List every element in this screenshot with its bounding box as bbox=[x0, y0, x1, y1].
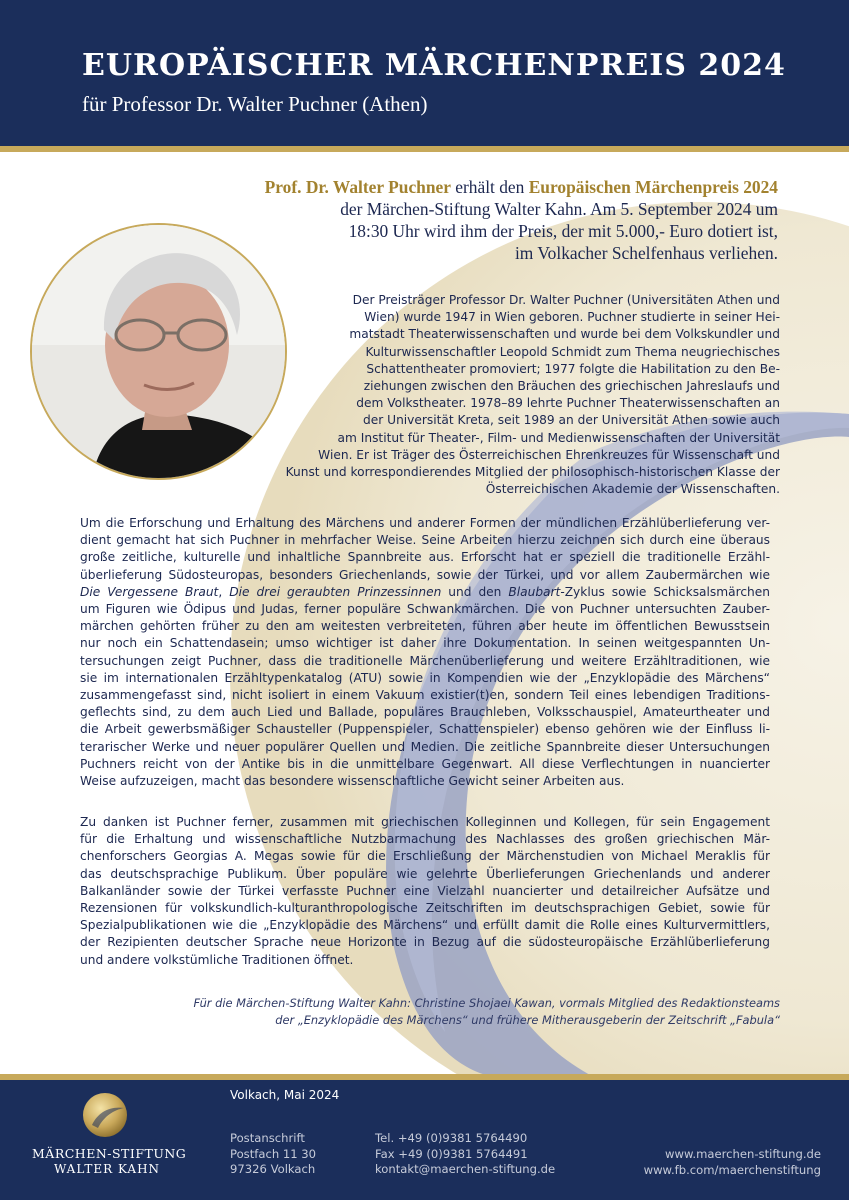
bio-line: Schattentheater promoviert; 1977 folgte die Habilitation zu den Be- bbox=[366, 361, 780, 376]
foundation-logo-icon bbox=[80, 1090, 130, 1140]
bio-line: Wien) wurde 1947 in Wien geboren. Puchner studierte in seiner Hei- bbox=[364, 310, 780, 325]
signature-line-2: der „Enzyklopädie des Märchens“ und frühere Mitherausgeberin der Zeitschrift „Fabula“ bbox=[275, 1013, 780, 1028]
laureate-name: Prof. Dr. Walter Puchner bbox=[264, 177, 451, 197]
body-line: nur noch ein Schattendasein; umso wichtiger ist daher ihre Dokumentation. In seinen weitgespannten Un- bbox=[80, 636, 770, 651]
body-line: überlieferung Südosteuropas, besonders Griechenlands, sowie der Türkei, und vor allem Zaubermärchen wie bbox=[80, 567, 770, 582]
body-line: tersuchungen zeigt Puchner, dass die traditionelle Märchenüberlieferung und weitere Erzähltraditionen, wie bbox=[80, 653, 770, 668]
body-line: das deutschsprachige Publikum. Über populäre wie gelehrte Überlieferungen Griechenlands und anderer bbox=[80, 866, 770, 881]
intro-line-1: Prof. Dr. Walter Puchner erhält den Europäischen Märchenpreis 2024 bbox=[264, 177, 778, 197]
postal-address: Postanschrift Postfach 11 30 97326 Volkach bbox=[230, 1131, 317, 1176]
contact-info bbox=[375, 1131, 555, 1178]
signature-line-1: Für die Märchen-Stiftung Walter Kahn: Christine Shojaei Kawan, vormals Mitglied des Redaktionsteams bbox=[193, 996, 780, 1010]
email-link[interactable]: kontakt@maerchen-stiftung.de bbox=[375, 1162, 556, 1176]
research-paragraph bbox=[80, 515, 770, 790]
bio-line: am Institut für Theater-, Film- und Medienwissenschaften der Universität bbox=[337, 430, 780, 445]
bio-line: Wien. Er ist Träger des Österreichischen Ehrenkreuzes für Wissenschaft und bbox=[318, 447, 780, 462]
intro-line: der Märchen-Stiftung Walter Kahn. Am 5. September 2024 um bbox=[340, 199, 778, 219]
logo-line-1: MÄRCHEN-STIFTUNG bbox=[32, 1146, 187, 1161]
bio-line: matstadt Theaterwissenschaften und wurde bei dem Volkskundler und bbox=[349, 327, 780, 342]
body-line: zusammengefasst sind, nicht isoliert in einem Vakuum existier(t)en, sondern Teil eines lebendigen Traditions- bbox=[80, 688, 770, 703]
body-line: chenforschers Georgias A. Megas sowie für die Erschließung der Märchenstudien von Michael Meraklis für bbox=[80, 849, 770, 864]
bio-paragraph bbox=[214, 292, 780, 498]
fax-number: Fax +49 (0)9381 5764491 bbox=[375, 1146, 528, 1161]
body-line: dient gemacht hat sich Puchner in mehrfacher Weise. Seine Arbeiten hierzu zeichnen sich durch eine überaus bbox=[80, 533, 770, 548]
intro-line: im Volkacher Schelfenhaus verliehen. bbox=[514, 243, 778, 263]
body-line: Balkanländer sowie der Türkei verfasste Puchner eine Vielzahl nuancierter und detailreicher Aufsätze und bbox=[80, 883, 770, 898]
body-line: der Rezipienten deutscher Sprache neue Horizonte in Bezug auf die südosteuropäische Erzählüberlieferung bbox=[80, 935, 770, 950]
body-line: Rezensionen für volkskundlich-kulturanthropologische Zeitschriften im deutschsprachigen Gebiet, sowie für bbox=[80, 901, 770, 916]
journal-title: Fabula bbox=[735, 1013, 775, 1028]
body-line-titles: Die Vergessene Braut, Die drei geraubten Prinzessinnen und den Blaubart-Zyklus sowie Schicksalsmärchen bbox=[80, 584, 770, 599]
body-line: Zu danken ist Puchner ferner, zusammen mit griechischen Kolleginnen und Kollegen, für sein Engagement bbox=[80, 815, 770, 829]
title-blaubart: Blaubart bbox=[508, 584, 561, 599]
bio-line: Der Preisträger Professor Dr. Walter Puchner (Universitäten Athen und bbox=[352, 293, 780, 307]
bio-line: ziehungen zwischen den Bräuchen des griechischen Jahreslaufs und bbox=[363, 379, 780, 394]
web-links bbox=[644, 1147, 821, 1178]
body-line: große zeitliche, kulturelle und inhaltliche Spannbreite aus. Erforscht hat er speziell die traditionelle Erzähl- bbox=[80, 550, 770, 565]
logo-line-2: WALTER KAHN bbox=[53, 1162, 161, 1176]
phone-number: Tel. +49 (0)9381 5764490 bbox=[375, 1131, 528, 1145]
body-line: Puchners reicht von der Antike bis in die unmittelbare Gegenwart. All diese Verflechtungen in nuancierter bbox=[80, 756, 770, 771]
body-line: und andere volkstümliche Traditionen öffnet. bbox=[80, 952, 354, 967]
body-line: terarischer Werke und neuer populärer Quellen und Medien. Die zeitliche Spannbreite dieser Untersuchungen bbox=[80, 739, 770, 754]
body-line: um Figuren wie Ödipus und Judas, ferner populäre Schwankmärchen. Die von Puchner untersuchten Zauber- bbox=[80, 602, 770, 617]
body-line: sie im internationalen Erzähltypenkatalog (ATU) sowie in Kompendien wie der „Enzyklopädie des Märchens“ bbox=[80, 670, 770, 685]
bio-line: der Universität Kreta, seit 1989 an der Universität Athen sowie auch bbox=[363, 413, 780, 428]
author-signature bbox=[150, 995, 780, 1029]
body-line: märchen gehörten früher zu den am weitesten verbreiteten, führen aber heute im öffentlichen Bewusstsein bbox=[80, 619, 770, 634]
body-line: Spezialpublikationen wie die „Enzyklopädie des Märchens“ und erfüllt damit die Rolle eines Kulturvermittlers, bbox=[80, 918, 770, 933]
footer-date: Volkach, Mai 2024 bbox=[230, 1088, 340, 1102]
body-line: Weise aufzuzeigen, macht das besondere wissenschaftliche Gewicht seiner Arbeiten aus. bbox=[80, 774, 625, 789]
body-line: die Arbeit gewerbsmäßiger Schausteller (Puppenspieler, Schattenspieler) ebenso gehören wie der Einfluss li- bbox=[80, 722, 770, 737]
website-link[interactable]: www.maerchen-stiftung.de bbox=[665, 1147, 821, 1161]
page-subtitle: für Professor Dr. Walter Puchner (Athen) bbox=[82, 92, 428, 116]
body-line: Um die Erforschung und Erhaltung des Märchens und anderer Formen der mündlichen Erzählüberlieferung ver- bbox=[80, 516, 770, 530]
award-name: Europäischen Märchenpreis 2024 bbox=[528, 177, 778, 197]
bio-line: Kulturwissenschaftler Leopold Schmidt zum Thema neugriechisches bbox=[365, 344, 780, 359]
title-vergessene-braut: Die Vergessene Braut bbox=[80, 584, 219, 599]
acknowledgement-paragraph bbox=[80, 814, 770, 969]
title-geraubte-prinzessinnen: Die drei geraubten Prinzessinnen bbox=[229, 584, 442, 599]
page-title: EUROPÄISCHER MÄRCHENPREIS 2024 bbox=[82, 48, 786, 83]
foundation-name bbox=[32, 1146, 187, 1176]
bio-line: dem Volkstheater. 1978–89 lehrte Puchner Theaterwissenschaften an bbox=[356, 396, 780, 411]
facebook-link[interactable]: www.fb.com/maerchenstiftung bbox=[643, 1162, 821, 1177]
body-line: für die Erhaltung und wissenschaftliche Nutzbarmachung des Nachlasses des großen griechischen Mär- bbox=[80, 832, 770, 847]
body-line: geflechts sind, zu dem auch Lied und Ballade, populäres Brauchleben, Volksschauspiel, Amateurtheater und bbox=[80, 705, 770, 720]
bio-line: Kunst und korrespondierendes Mitglied der philosophisch-historischen Klasse der bbox=[285, 465, 780, 480]
intro-paragraph bbox=[205, 176, 778, 264]
bio-line: Österreichischen Akademie der Wissenschaften. bbox=[485, 482, 780, 497]
header-banner bbox=[0, 0, 849, 146]
intro-line: 18:30 Uhr wird ihm der Preis, der mit 5.000,- Euro dotiert ist, bbox=[348, 221, 778, 241]
